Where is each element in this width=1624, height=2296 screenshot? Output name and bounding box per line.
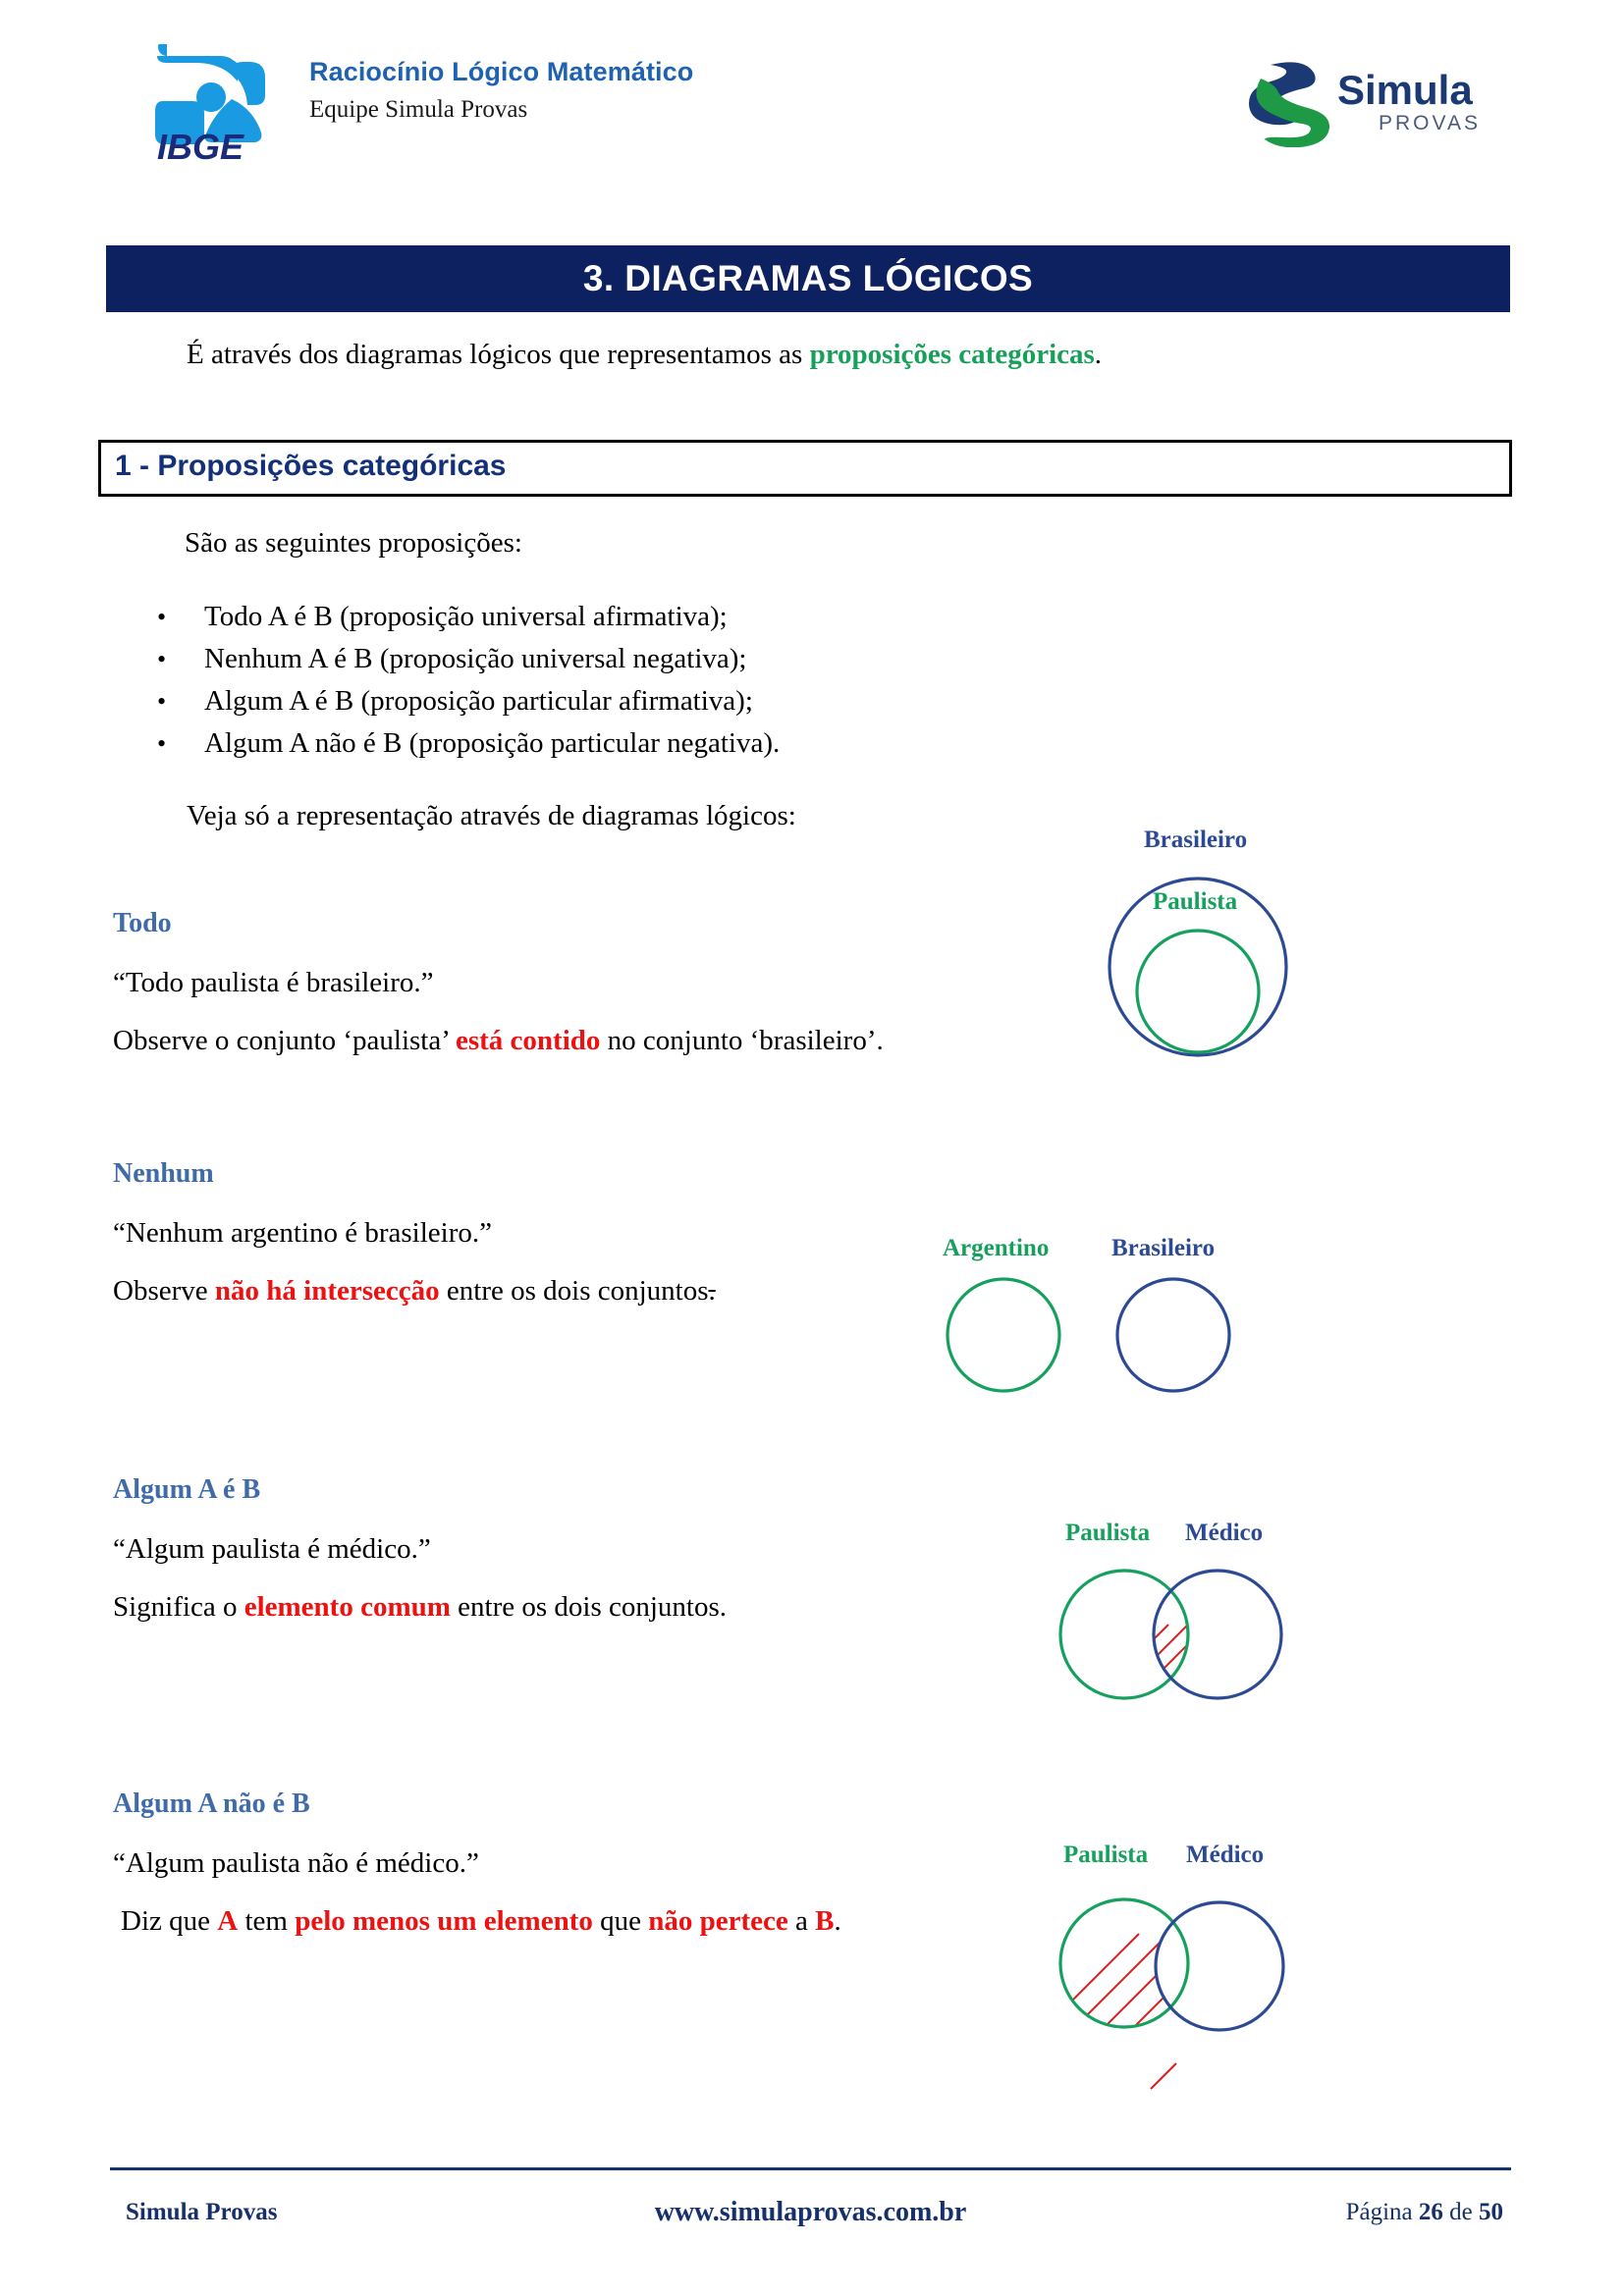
note-text-before: Observe o conjunto ‘paulista’ [113, 1025, 456, 1056]
diagram-label-argentino: Argentino [943, 1235, 1050, 1261]
diagram-label-paulista: Paulista [1065, 1520, 1151, 1546]
list-item [157, 685, 1139, 727]
ibge-logo-icon [137, 44, 285, 162]
concept-block-algum-e-b [113, 1474, 1095, 1624]
page-of: de [1442, 2199, 1479, 2225]
concept-title: Algum A é B [113, 1474, 261, 1505]
concept-title: Algum A não é B [113, 1789, 310, 1819]
circle-brasileiro [1117, 1279, 1229, 1391]
list-item [157, 601, 1139, 643]
bullet-icon: • [157, 603, 167, 631]
diagram-algum-nao-e-b [1011, 1836, 1355, 2110]
veja-paragraph: Veja só a representação através de diagramas lógicos: [187, 800, 796, 831]
diagram-label-medico: Médico [1186, 1842, 1265, 1868]
concept-quote: “Algum paulista é médico.” [113, 1533, 431, 1565]
concept-title: Nenhum [113, 1158, 214, 1189]
note-part-1: Diz que [121, 1905, 218, 1937]
diagram-label-brasileiro: Brasileiro [1111, 1235, 1216, 1261]
diagram-label-medico: Médico [1185, 1520, 1264, 1546]
circle-medico [1154, 1571, 1281, 1698]
note-text-after: entre os dois conjuntos. [450, 1591, 727, 1623]
concept-block-algum-nao-e-b [113, 1789, 1095, 1938]
concept-quote: “Nenhum argentino é brasileiro.” [113, 1217, 492, 1249]
note-letter-a: A [217, 1905, 239, 1937]
list-item-label: Todo A é B (proposição universal afirmativa); [204, 601, 728, 632]
intro-highlight: proposições categóricas [809, 339, 1095, 370]
diagram-algum-e-b [1021, 1517, 1355, 1713]
concept-note [113, 1025, 1095, 1057]
list-item [157, 643, 1139, 685]
circle-medico [1156, 1902, 1283, 2030]
concept-title: Todo [113, 908, 172, 938]
note-strike: . [708, 1275, 716, 1307]
diagram-nenhum [943, 1232, 1316, 1428]
page-header [137, 39, 1512, 162]
note-highlight-1: pelo menos um elemento [295, 1905, 593, 1937]
footer-website[interactable]: www.simulaprovas.com.br [654, 2197, 967, 2227]
diagram-algum-nao-e-b-svg [1011, 1836, 1355, 2110]
note-text-before: Significa o [113, 1591, 244, 1623]
concept-quote: “Algum paulista não é médico.” [113, 1847, 479, 1879]
stray-hatch-line [1151, 2063, 1176, 2089]
svg-text:Simula: Simula [1337, 67, 1473, 113]
intro-text-after: . [1094, 339, 1103, 370]
header-text-group [309, 57, 693, 124]
footer-page-number [1346, 2199, 1503, 2226]
chapter-title-banner [106, 245, 1510, 312]
bullet-icon: • [157, 645, 167, 673]
page-current: 26 [1418, 2199, 1443, 2225]
footer-brand: Simula Provas [126, 2199, 278, 2225]
svg-text:IBGE: IBGE [157, 127, 244, 162]
intro-text-before: É através dos diagramas lógicos que representamos as [187, 339, 810, 370]
circle-paulista [1137, 931, 1259, 1052]
note-highlight: não há intersecção [214, 1275, 440, 1307]
section-heading-box [98, 440, 1512, 497]
header-subtitle: Equipe Simula Provas [309, 96, 528, 123]
page-word: Página [1345, 2199, 1419, 2225]
note-highlight: elemento comum [244, 1591, 451, 1623]
footer-divider [110, 2167, 1511, 2170]
list-item-label: Nenhum A é B (proposição universal negativa); [204, 643, 747, 674]
section-heading: 1 - Proposições categóricas [115, 450, 507, 482]
page-footer [110, 2191, 1511, 2240]
diagram-label-paulista: Paulista [1063, 1842, 1149, 1868]
list-item-label: Algum A é B (proposição particular afirmativa); [204, 685, 753, 717]
chapter-title: 3. DIAGRAMAS LÓGICOS [582, 258, 1034, 298]
simula-provas-logo [1247, 49, 1512, 147]
circle-paulista [1060, 1571, 1188, 1698]
diagram-label-paulista: Paulista [1153, 888, 1238, 915]
list-item-label: Algum A não é B (proposição particular negativa). [204, 727, 781, 759]
note-text-after: entre os dois conjuntos [439, 1275, 709, 1307]
diagram-label-brasileiro: Brasileiro [1144, 827, 1248, 853]
note-letter-b: B [815, 1905, 835, 1937]
note-text-after: no conjunto ‘brasileiro’. [600, 1025, 884, 1056]
section-lead: São as seguintes proposições: [185, 527, 522, 559]
circle-argentino [947, 1279, 1059, 1391]
concept-quote: “Todo paulista é brasileiro.” [113, 967, 434, 998]
svg-text:PROVAS: PROVAS [1379, 112, 1481, 134]
concept-block-todo [113, 908, 1095, 1057]
bullet-icon: • [157, 687, 167, 716]
note-text-before: Observe [113, 1275, 215, 1307]
note-part-3: que [592, 1905, 649, 1937]
note-part-4: a [787, 1905, 816, 1937]
difference-hatch [1031, 1934, 1276, 2110]
note-highlight: está contido [455, 1025, 601, 1056]
proposition-list [157, 601, 1139, 770]
note-part-2: tem [238, 1905, 296, 1937]
intro-paragraph [187, 339, 1102, 371]
page-total: 50 [1479, 2199, 1503, 2225]
diagram-todo [1070, 829, 1394, 1075]
note-highlight-2: não pertece [648, 1905, 788, 1937]
diagram-todo-svg [1070, 829, 1394, 1075]
concept-note [121, 1905, 1095, 1938]
note-part-5: . [834, 1905, 841, 1937]
simula-logo-icon [1247, 49, 1512, 147]
bullet-icon: • [157, 729, 167, 758]
list-item [157, 727, 1139, 770]
concept-note [113, 1591, 1095, 1624]
ibge-logo [137, 44, 285, 162]
header-title: Raciocínio Lógico Matemático [309, 57, 694, 86]
